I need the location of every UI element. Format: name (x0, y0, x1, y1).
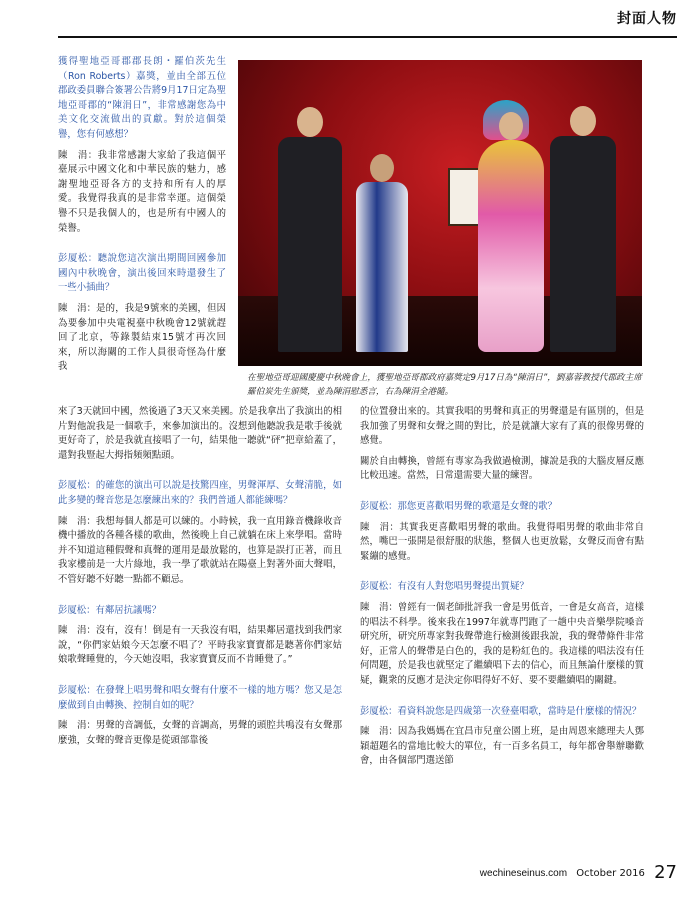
section-title: 封面人物 (617, 11, 677, 27)
question-paragraph: 彭厦松：在發聲上唱男聲和唱女聲有什麼不一樣的地方嗎？您又是怎麼做到自由轉換、控制自如的呢？ (58, 684, 342, 711)
page-footer (480, 862, 677, 883)
left-column (58, 55, 226, 375)
person-woman-vest (356, 154, 408, 352)
question-paragraph: 獲得聖地亞哥郡郡長朗・羅伯茨先生（Ron Roberts）嘉獎，並由全部五位郡政委員聯合簽署公告將9月17日定為聖地亞哥郡的“陳涓日”，非常感謝您為中美文化交流做出的貢獻。對於這個榮譽，您有何感想？ (58, 56, 226, 140)
footer-website: wechineseinus.com (479, 868, 568, 879)
person-singer (478, 112, 544, 352)
cover-photo (238, 60, 642, 366)
question-paragraph: 彭厦松：聽說您這次演出期間回國參加國內中秋晚會，演出後回來時還發生了一些小插曲？ (58, 253, 226, 294)
question-paragraph: 彭厦松：的確您的演出可以說是技驚四座，男聲渾厚、女聲清脆，如此多變的聲音您是怎麼練出來的？我們普通人都能練嗎？ (58, 480, 342, 506)
left-lower-column (58, 405, 342, 748)
page-number: 27 (654, 862, 677, 883)
answer-paragraph: 陳 涓：男聲的音調低，女聲的音調高，男聲的頭腔共鳴沒有女聲那麼強，女聲的聲音更像是從頭部靠後 (58, 720, 342, 746)
person-right (550, 106, 616, 352)
header-rule (58, 36, 677, 38)
photo-caption: 在聖地亞哥迎國慶慶中秋晚會上，獲聖地亞哥郡政府嘉獎定9月17日為“陳涓日”，劉嘉蓉教授代郡政主席羅伯炭先生頒獎，並為陳涓慰悉言，右為陳涓全港隨。 (247, 373, 642, 397)
footer-issue: October 2016 (576, 868, 645, 879)
right-column (360, 405, 644, 769)
question-paragraph: 彭厦松：有沒有人對您唱男聲提出質疑？ (360, 581, 529, 593)
answer-paragraph: 陳 涓：因為我媽媽在宜昌市兒童公園上班，是由周恩來總理夫人鄧穎超題名的當地比較大的單位，有一百多名員工，每年都會舉辦聯歡會，由各個部門選送節 (360, 726, 644, 767)
answer-paragraph: 陳 涓：沒有，沒有！倒是有一天我沒有唱，結果鄰居還找到我們家說，“你們家姑娘今天怎麼不唱了？平時我家寶寶都是聽著你們家姑娘歌聲睡覺的，今天她沒唱，我家寶寶反而不肯睡覺了。” (58, 625, 342, 666)
question-paragraph: 彭厦松：看資料說您是四歲第一次登臺唱歌，當時是什麼樣的情況？ (360, 705, 642, 717)
answer-paragraph: 陳 涓：曾經有一個老師批評我一會是男低音，一會是女高音，這樣的唱法不科學。後來我在1997年就專門跑了一趟中央音樂學院嗓音研究所，研究所專家對我聲帶進行檢測後跟我說，我的聲帶條件非常好，正常人的聲帶是白色的，我的是粉紅色的。我這樣的唱法沒有任何問題，於是我也就堅定了繼續唱下去的信心，而且無論什麼樣的質疑，觀衆的反應才是決定你唱得好不好、要不要繼續唱的關鍵。 (360, 601, 644, 686)
person-left (278, 107, 342, 352)
answer-paragraph: 的位置發出來的。其實我唱的男聲和真正的男聲還是有區別的，但是我加強了男聲和女聲之間的對比，於是就讓大家有了真的很像男聲的感覺。 (360, 406, 644, 447)
answer-paragraph: 來了3天就回中國，然後過了3天又來美國。於是我拿出了我演出的相片對他說我是一個歌手，來參加演出的。沒想到他聽說我是歌手後就更好奇了，於是我就直接唱了一句，結果他一聽就“砰”把章給蓋了，還對我豎起大拇指頻頻點頭。 (58, 406, 342, 461)
answer-paragraph: 陳 涓：我想每個人都是可以練的。小時候，我一直用錄音機錄收音機中播放的各種各樣的歌曲，然後晚上自己就躺在床上來學唱。當時并不知道這種假聲和真聲的運用是最放鬆的，也算是誤打正著，而且我家樓前是一大片綠地，我一學了歌就站在陽臺上對著外面大聲唱，不管好聽不好聽一點都不顧忌。 (58, 515, 342, 585)
question-paragraph: 彭厦松：有鄰居抗議嗎？ (58, 604, 162, 616)
answer-paragraph: 陳 涓：是的，我是9號來的美國，但因為要參加中央電視臺中秋晚會12號就趕回了北京，等錄製結束15號才再次回來，所以海關的工作人員很奇怪為什麼我 (58, 302, 226, 373)
answer-paragraph: 陳 涓：我非常感謝大家給了我這個平臺展示中國文化和中華民族的魅力，感謝聖地亞哥各方的支持和所有人的厚愛。我覺得我真的是非常幸運。這個榮譽不只是我個人的，也是所有中國人的榮譽。 (58, 149, 226, 234)
question-paragraph: 彭厦松：那您更喜歡唱男聲的歌還是女聲的歌？ (360, 500, 557, 512)
answer-paragraph: 關於自由轉換，曾經有專家為我做過檢測，據說是我的大腦皮層反應比較迅速。當然，日常還需要大量的練習。 (360, 455, 644, 482)
answer-paragraph: 陳 涓：其實我更喜歡唱男聲的歌曲。我覺得唱男聲的歌曲非常自然，嘴巴一張開是很舒服的狀態，整個人也更放鬆，女聲反而會有點緊繃的感覺。 (360, 521, 644, 562)
